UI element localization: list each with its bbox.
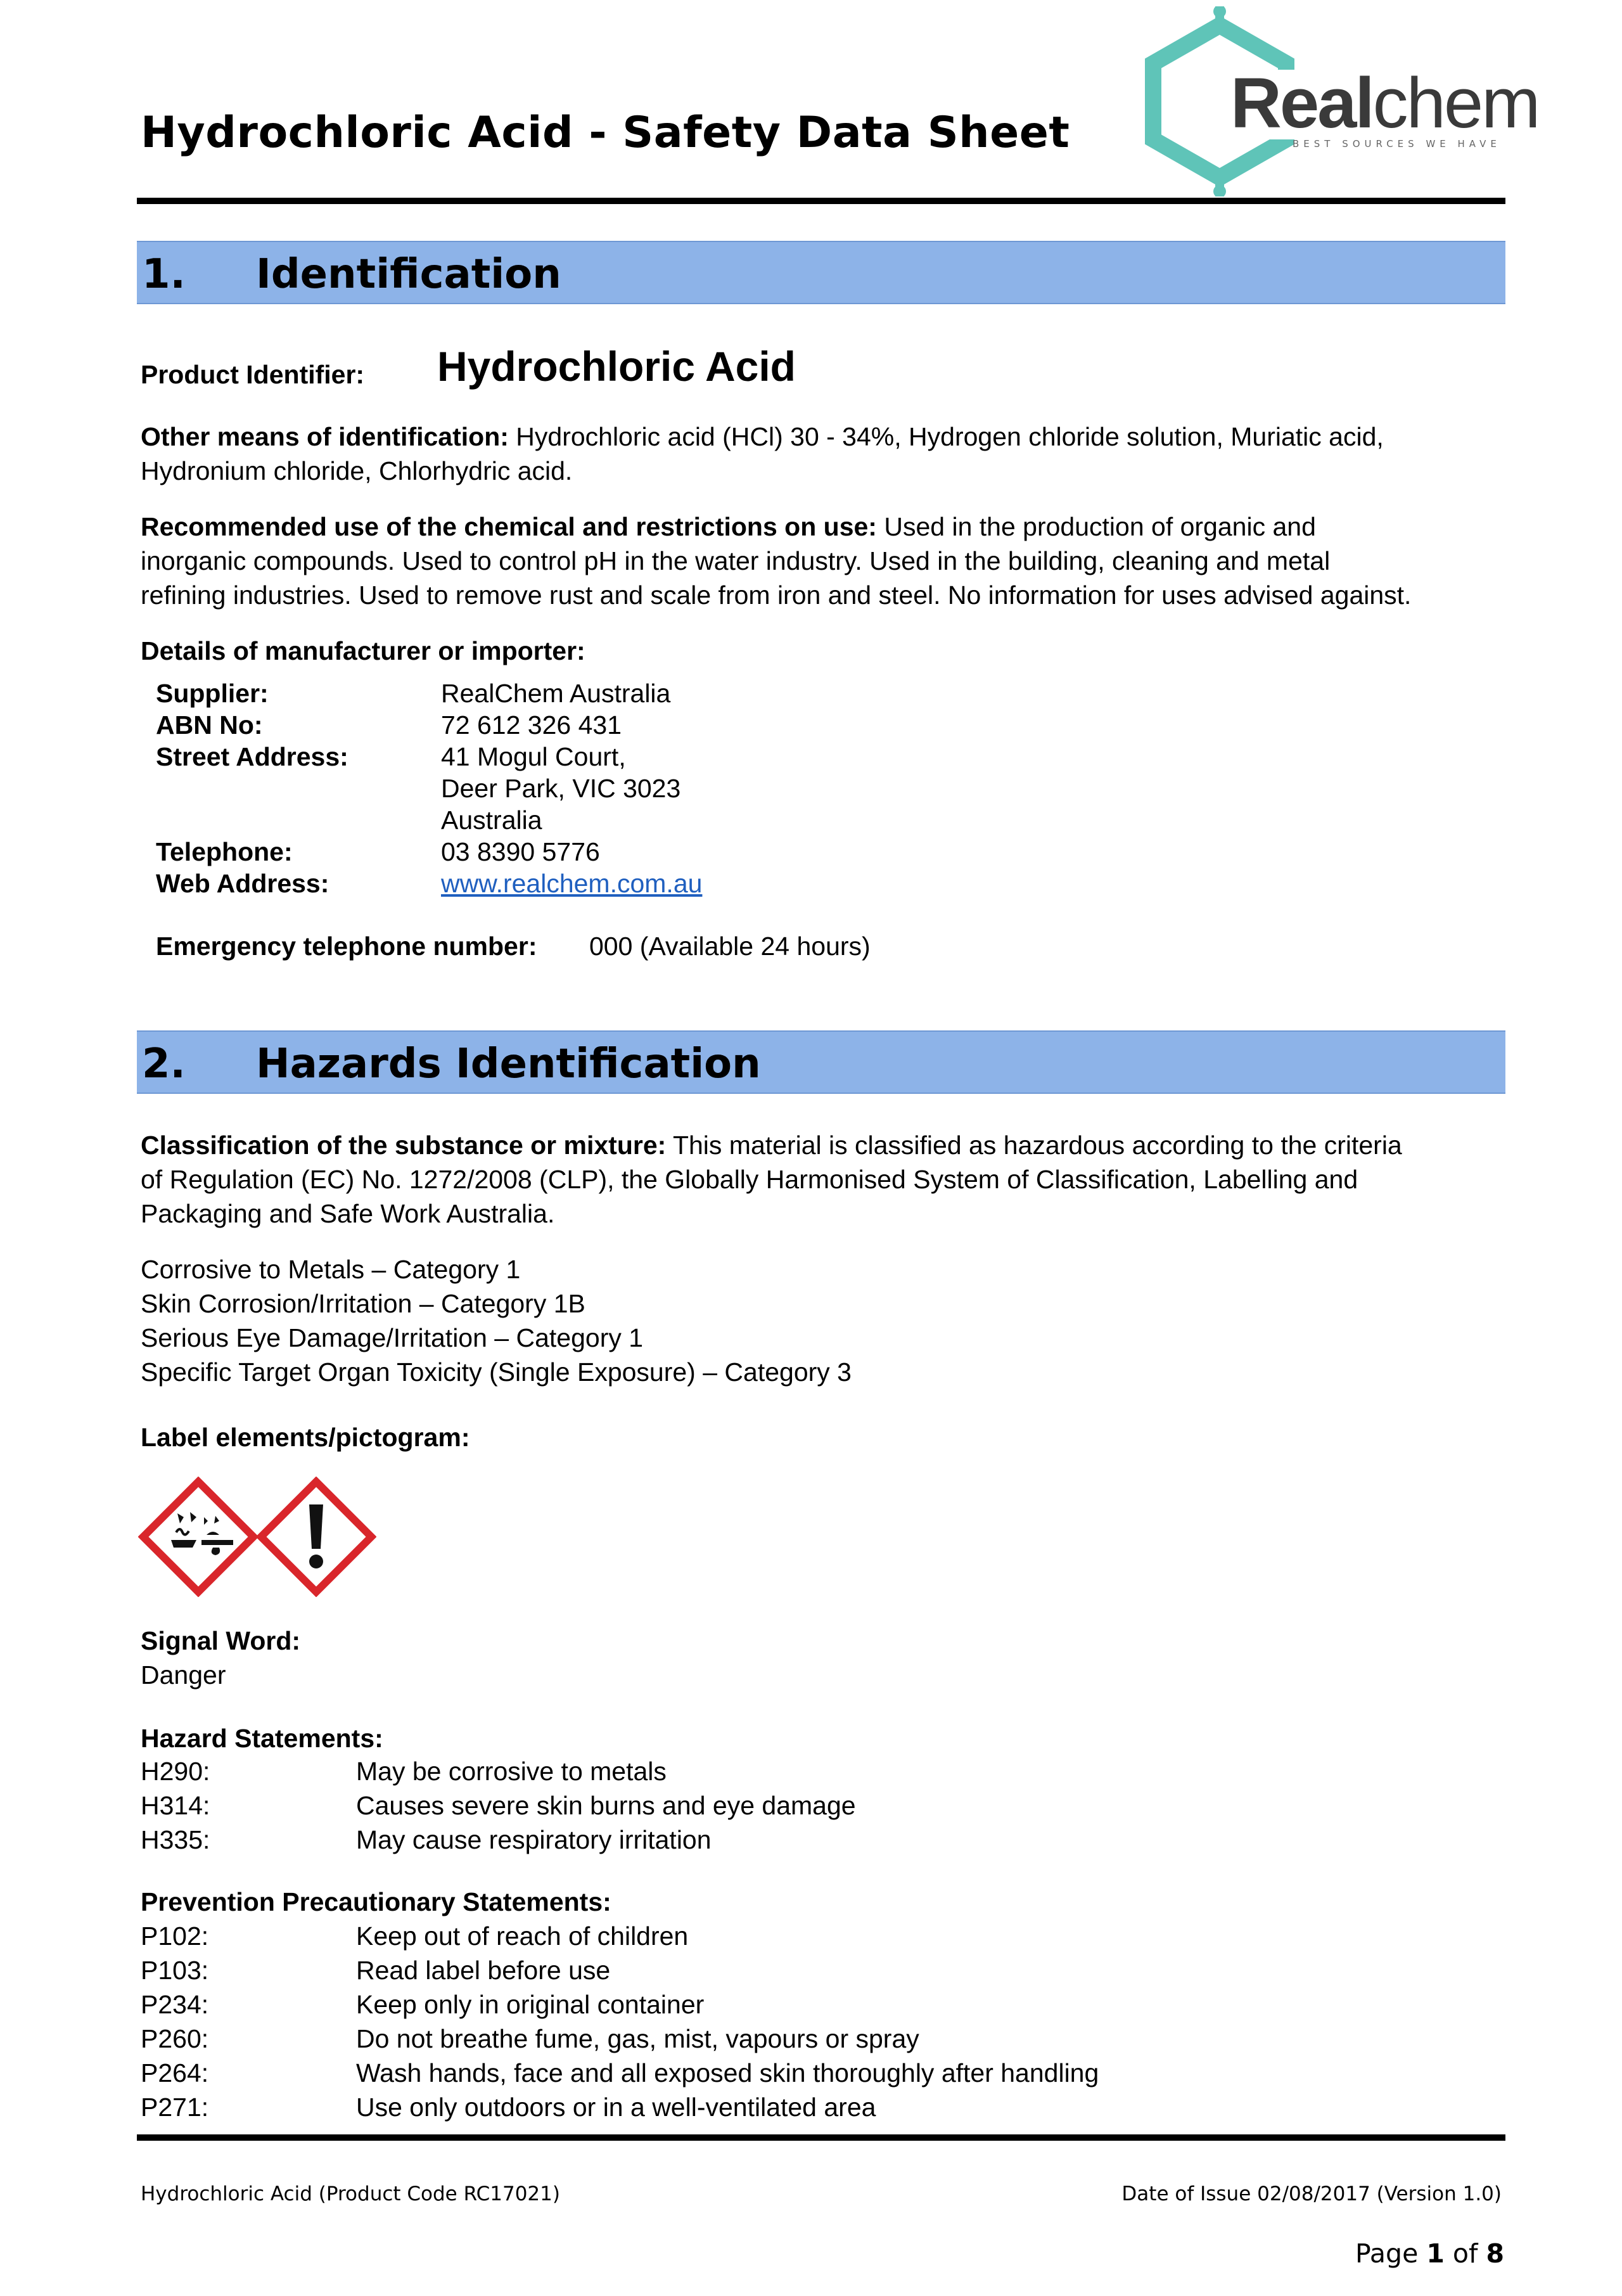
realchem-logo [1140, 6, 1539, 196]
recommended-use-text-2: inorganic compounds. Used to control pH in the water industry. Used in the building, cleaning and metal [141, 546, 1331, 575]
statement-text: Do not breathe fume, gas, mist, vapours or spray [356, 2024, 919, 2053]
web-address-link[interactable]: www.realchem.com.au [441, 869, 703, 898]
title-rule [137, 198, 1505, 204]
classification-text: This material is classified as hazardous according to the criteria [666, 1131, 1402, 1160]
prevention-statements-list [141, 1919, 1471, 2124]
classification-text-3: Packaging and Safe Work Australia. [141, 1199, 555, 1228]
statement-row [141, 2056, 1471, 2090]
logo-tagline: BEST SOURCES WE HAVE [1293, 138, 1501, 150]
statement-code: P271: [141, 2093, 209, 2122]
recommended-use-paragraph [141, 510, 1503, 612]
page-of: of [1444, 2238, 1486, 2269]
product-identifier-label: Product Identifier: [141, 360, 365, 389]
telephone-value: 03 8390 5776 [441, 837, 600, 866]
statement-row [141, 1987, 1471, 2022]
recommended-use-label: Recommended use of the chemical and restrictions on use: [141, 512, 877, 541]
statement-text: Keep out of reach of children [356, 1921, 689, 1951]
statement-code: H335: [141, 1825, 210, 1854]
statement-code: P264: [141, 2058, 209, 2088]
street-address-label: Street Address: [156, 742, 348, 771]
statement-code: P102: [141, 1921, 209, 1951]
section-title: Identification [256, 251, 561, 298]
supplier-label: Supplier: [156, 679, 269, 708]
telephone-label: Telephone: [156, 837, 293, 866]
other-means-label: Other means of identification: [141, 422, 509, 451]
classification-label: Classification of the substance or mixture: [141, 1131, 667, 1160]
other-means-paragraph [141, 420, 1503, 488]
statement-row [141, 2022, 1471, 2056]
emergency-telephone-label: Emergency telephone number: [156, 932, 537, 961]
other-means-text: Hydrochloric acid (HCl) 30 - 34%, Hydrogen chloride solution, Muriatic acid, [508, 422, 1384, 451]
page-prefix: Page [1355, 2238, 1427, 2269]
supplier-value: RealChem Australia [441, 679, 671, 708]
label-elements-heading: Label elements/pictogram: [141, 1423, 470, 1452]
exclamation-pictogram-icon [256, 1477, 376, 1597]
hazard-category-list [141, 1252, 1503, 1389]
product-identifier-value: Hydrochloric Acid [437, 343, 796, 390]
statement-row [141, 1953, 1471, 1987]
hazard-statements-list [141, 1754, 1471, 1857]
hazard-category: Corrosive to Metals – Category 1 [141, 1255, 521, 1284]
prevention-statements-heading: Prevention Precautionary Statements: [141, 1887, 611, 1916]
street-address-line-2: Deer Park, VIC 3023 [441, 774, 681, 803]
statement-row [141, 1754, 1471, 1788]
signal-word-value: Danger [141, 1660, 226, 1690]
logo-text-bold: Real [1230, 63, 1373, 143]
statement-text: Keep only in original container [356, 1990, 705, 2019]
corrosion-pictogram-icon [138, 1477, 259, 1597]
hazard-statements-heading: Hazard Statements: [141, 1724, 383, 1753]
statement-text: Use only outdoors or in a well-ventilated area [356, 2093, 876, 2122]
statement-text: Read label before use [356, 1956, 611, 1985]
statement-code: H314: [141, 1791, 210, 1820]
statement-text: May be corrosive to metals [356, 1757, 667, 1786]
abn-label: ABN No: [156, 710, 263, 740]
hazard-category: Specific Target Organ Toxicity (Single Exposure) – Category 3 [141, 1357, 852, 1387]
web-address-label: Web Address: [156, 869, 329, 898]
section-title: Hazards Identification [256, 1041, 761, 1087]
footer-product-code: Hydrochloric Acid (Product Code RC17021) [141, 2183, 560, 2205]
statement-code: P103: [141, 1956, 209, 1985]
classification-paragraph [141, 1128, 1503, 1231]
statement-row [141, 1788, 1471, 1823]
abn-value: 72 612 326 431 [441, 710, 622, 740]
logo-text-light: chem [1372, 63, 1539, 143]
recommended-use-text-3: refining industries. Used to remove rust and scale from iron and steel. No information for uses advised against. [141, 580, 1412, 610]
statement-code: H290: [141, 1757, 210, 1786]
manufacturer-heading: Details of manufacturer or importer: [141, 636, 585, 665]
statement-row [141, 1823, 1471, 1857]
footer-rule [137, 2134, 1505, 2141]
street-address-line-1: 41 Mogul Court, [441, 742, 626, 771]
document-title: Hydrochloric Acid - Safety Data Sheet [141, 108, 1070, 158]
page-number [1355, 2238, 1504, 2269]
page-current: 1 [1426, 2238, 1445, 2269]
statement-row [141, 2090, 1471, 2124]
emergency-telephone-value: 000 (Available 24 hours) [589, 932, 871, 961]
statement-row [141, 1919, 1471, 1953]
section-1-header [137, 241, 1505, 304]
statement-code: P234: [141, 1990, 209, 2019]
footer-issue-date: Date of Issue 02/08/2017 (Version 1.0) [1121, 2183, 1502, 2205]
other-means-text-2: Hydronium chloride, Chlorhydric acid. [141, 456, 573, 485]
classification-text-2: of Regulation (EC) No. 1272/2008 (CLP), the Globally Harmonised System of Classification, Labelling and [141, 1165, 1358, 1194]
section-number: 1. [142, 251, 186, 298]
section-2-header [137, 1030, 1505, 1094]
section-number: 2. [142, 1041, 186, 1087]
street-address-line-3: Australia [441, 805, 542, 835]
statement-text: May cause respiratory irritation [356, 1825, 712, 1854]
hazard-category: Serious Eye Damage/Irritation – Category 1 [141, 1323, 644, 1352]
page-total: 8 [1486, 2238, 1504, 2269]
statement-text: Wash hands, face and all exposed skin thoroughly after handling [356, 2058, 1099, 2088]
ghs-pictograms [138, 1477, 379, 1597]
statement-code: P260: [141, 2024, 209, 2053]
hazard-category: Skin Corrosion/Irritation – Category 1B [141, 1289, 585, 1318]
recommended-use-text: Used in the production of organic and [876, 512, 1316, 541]
signal-word-label: Signal Word: [141, 1626, 301, 1655]
statement-text: Causes severe skin burns and eye damage [356, 1791, 856, 1820]
